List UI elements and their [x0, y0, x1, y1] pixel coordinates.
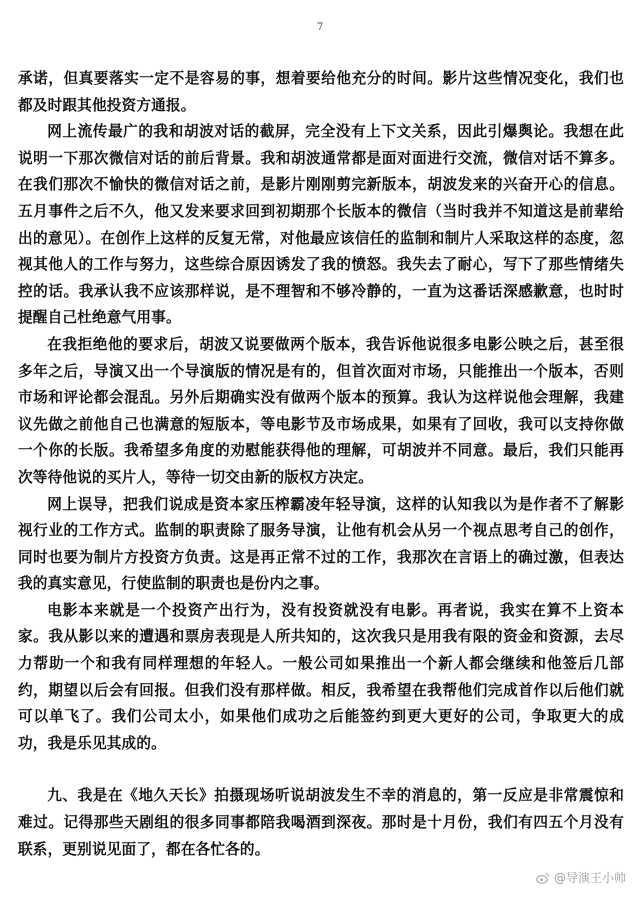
section-gap: [18, 757, 624, 783]
weibo-watermark: [536, 869, 626, 886]
weibo-logo-icon: [536, 871, 550, 885]
paragraph-producer-role: 网上误导，把我们说成是资本家压榨霸凌年轻导演，这样的认知我以为是作者不了解影视行业的工作方式。监制的职责除了服务导演，让他有机会从另一个视点思考自己的创作，同时也要为制片方投资方负责。这是再正常不过的工作，我那次在言语上的确过激，但表达我的真实意见，行使监制的职责也是份内之事。: [18, 495, 624, 593]
paragraph-two-versions: 在我拒绝他的要求后，胡波又说要做两个版本，我告诉他说很多电影公映之后，甚至很多年之后，导演又出一个导演版的情况是有的，但首次面对市场，只能推出一个版本，否则市场和评论都会混乱。另外后期确实没有做两个版本的预算。我认为这样说他会理解，我建议先做之前他自己也满意的短版本，等电影节及市场成果，如果有了回收，我可以支持你做一个你的长版。我希望多角度的劝慰能获得他的理解，可胡波并不同意。最后，我们只能再次等待他说的买片人，等待一切交由新的版权方决定。: [18, 335, 624, 486]
paragraph-continuation: 承诺，但真要落实一定不是容易的事，想着要给他充分的时间。影片这些情况变化，我们也都及时跟其他投资方通报。: [18, 70, 624, 114]
page-number: 7: [316, 22, 324, 33]
paragraph-section-nine: 九、我是在《地久天长》拍摄现场听说胡波发生不幸的消息的，第一反应是非常震惊和难过。记得那些天剧组的很多同事都陪我喝酒到深夜。那时是十月份，我们有四五个月没有联系，更别说见面了，都在各忙各的。: [18, 787, 624, 858]
paragraph-screenshot-context: 网上流传最广的我和胡波对话的截屏，完全没有上下文关系，因此引爆舆论。我想在此说明一下那次微信对话的前后背景。我和胡波通常都是面对面进行交流，微信对话不算多。在我们那次不愉快的微信对话之前，是影片刚刚剪完新版本，胡波发来的兴奋开心的信息。五月事件之后不久，他又发来要求回到初期那个长版本的微信（当时我并不知道这是前辈给出的意见）。在创作上这样的反复无常，对他最应该信任的监制和制片人采取这样的态度，忽视其他人的工作与努力，这些综合原因诱发了我的愤怒。我失去了耐心，写下了那些情绪失控的话。我承认我不应该那样说，是不理智和不够冷静的，一直为这番话深感歉意，也时时提醒自己杜绝意气用事。: [18, 123, 624, 327]
paragraph-investment: 电影本来就是一个投资产出行为，没有投资就没有电影。再者说，我实在算不上资本家。我从影以来的遭遇和票房表现是人所共知的，这次我只是用我有限的资金和资源，去尽力帮助一个和我有同样理想的年轻人。一般公司如果推出一个新人都会继续和他签后几部约，期望以后会有回报。但我们没有那样做。相反，我希望在我帮他们完成首作以后他们就可以单飞了。我们公司太小，如果他们成功之后能签约到更大更好的公司，争取更大的成功，我是乐见其成的。: [18, 601, 624, 752]
document-body: [18, 66, 624, 863]
watermark-text: @导演王小帅: [553, 871, 626, 885]
